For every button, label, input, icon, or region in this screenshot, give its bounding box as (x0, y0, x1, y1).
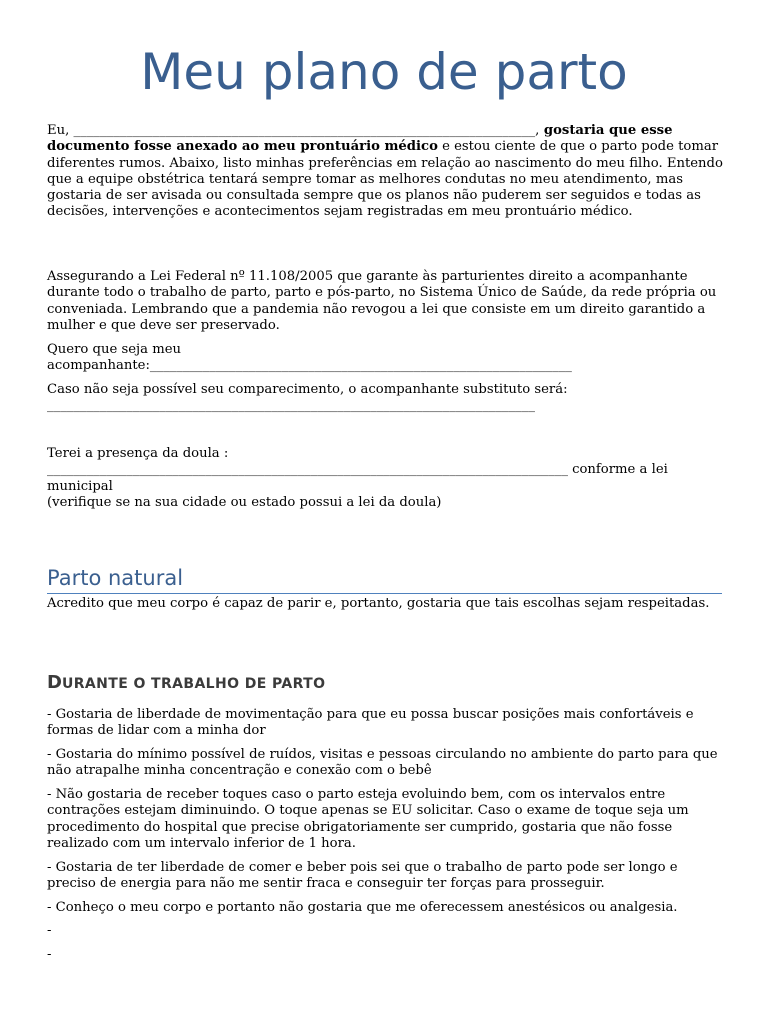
list-item: - (47, 923, 52, 938)
companion-paragraph (47, 342, 727, 375)
heading-initial: D (47, 672, 62, 693)
list-item: - (47, 947, 52, 962)
list-item: - Conheço o meu corpo e portanto não gostaria que me oferecessem anestésicos ou analgesia. (47, 900, 678, 915)
natural-paragraph: Acredito que meu corpo é capaz de parir e, portanto, gostaria que tais escolhas sejam respeitadas. (47, 596, 710, 611)
doula-blank-line: _______________________________________________________________________________ conforme a lei municipal (47, 462, 668, 494)
list-item: - Gostaria de ter liberdade de comer e beber pois sei que o trabalho de parto pode ser longo e preciso de energia para não me sentir fraca e conseguir ter forças para prosseguir. (47, 860, 678, 892)
intro-prefix: Eu, (47, 123, 74, 138)
companion-label: Quero que seja meu (47, 342, 181, 357)
list-item: - Não gostaria de receber toques caso o parto esteja evoluindo bem, com os intervalos entre contrações estejam diminuindo. O toque apenas se EU solicitar. Caso o exame de toque seja um procedimento do hospital que precise obrigatoriamente ser cumprido, gostaria que não fosse realizado com um intervalo inferior de 1 hora. (47, 787, 689, 851)
doula-note: (verifique se na sua cidade ou estado possui a lei da doula) (47, 494, 442, 510)
substitute-blank-line: __________________________________________________________________________ (47, 398, 535, 414)
intro-bold-text: gostaria que esse documento fosse anexado ao meu prontuário médico (47, 123, 673, 155)
document-title: Meu plano de parto (140, 43, 628, 101)
name-blank-line: ______________________________________________________________________, (73, 123, 540, 138)
list-item: - Gostaria de liberdade de movimentação para que eu possa buscar posições mais confortáveis e formas de lidar com a minha dor (47, 707, 694, 739)
doula-paragraph (47, 446, 727, 511)
section-heading-natural: Parto natural (47, 565, 722, 594)
intro-paragraph (47, 123, 727, 221)
heading-smallcaps: URANTE O TRABALHO DE PARTO (61, 676, 326, 692)
intro-rest-text: e estou ciente de que o parto pode tomar diferentes rumos. Abaixo, listo minhas preferências em relação ao nascimento do meu filho. Entendo que a equipe obstétrica tentará sempre tomar as melhores condutas no meu atendimento, mas gostaria de ser avisada ou consultada sempre que os planos não puderem ser seguidos e todas as decisões, intervenções e acontecimentos sejam registradas em meu prontuário médico. (47, 139, 723, 220)
law-paragraph: Assegurando a Lei Federal nº 11.108/2005 que garante às parturientes direito a acompanhante durante todo o trabalho de parto, parto e pós-parto, no Sistema Único de Saúde, da rede própria ou conveniada. Lembrando que a pandemia não revogou a lei que consiste em um direito garantido a mulher e que deve ser preservado. (47, 269, 717, 333)
section-heading-labor (47, 672, 325, 695)
substitute-label: Caso não seja possível seu comparecimento, o acompanhante substituto será: (47, 382, 568, 397)
list-item: - Gostaria do mínimo possível de ruídos, visitas e pessoas circulando no ambiente do parto para que não atrapalhe minha concentração e conexão com o bebê (47, 747, 718, 779)
companion-blank-line: acompanhante:________________________________________________________________ (47, 358, 572, 374)
doula-label: Terei a presença da doula : (47, 446, 229, 461)
substitute-paragraph (47, 382, 727, 415)
